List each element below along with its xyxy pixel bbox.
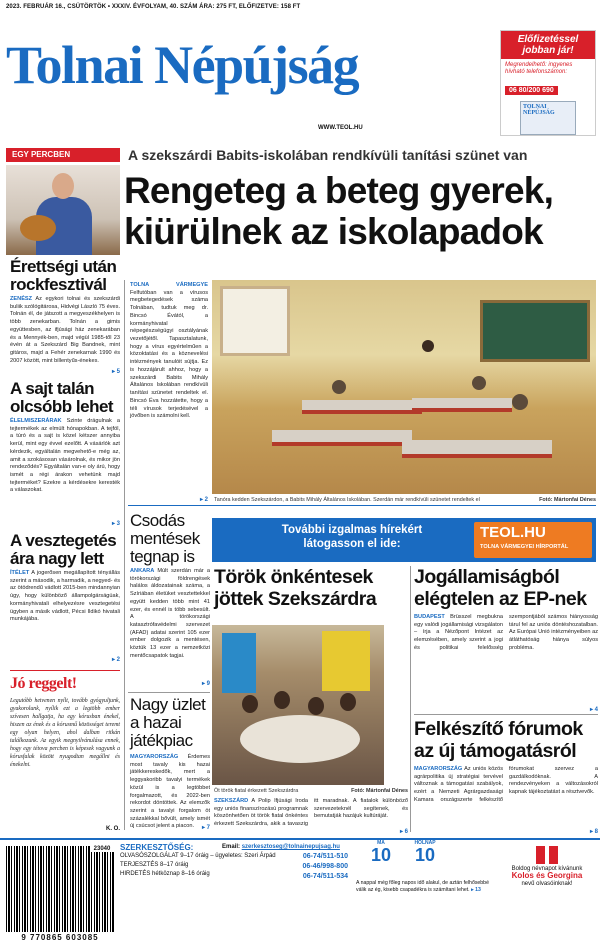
promo-phone: 06 80/200 690 [505,86,558,95]
classroom-credit: Fotó: Mártonfai Dénes [539,497,596,503]
ep-page-ref[interactable]: ▸ 4 [589,707,598,713]
classroom-caption: Tanóra kedden Szekszárdon, a Babits Mihály Általános Iskolában. Szerdán már rendkívüli szünetet rendeltek el [214,497,480,503]
nameday-sub: nevű olvasóinknak! [521,880,573,887]
turkish-headline[interactable]: Török önkéntesek jöttek Szekszárdra [214,566,377,611]
guitarist-photo [6,165,120,255]
fire-headline[interactable]: Csodás mentések tegnap is [130,511,200,566]
website-url[interactable]: WWW.TEOL.HU [318,125,363,131]
nameday-label: Boldog névnapot kívánunk [511,866,583,872]
weather-tomorrow-label: HOLNAP [414,840,436,846]
dateline: 2023. FEBRUÁR 16., CSÜTÖRTÖK • XXXIV. ÉVFOLYAM, 40. SZÁM ÁRA: 275 FT, ELŐFIZETVE: 158 FT [6,4,301,10]
weather-today-temp: 10 [370,845,392,865]
sidebar-headline-1[interactable]: Érettségi után rockfesztivál [10,257,117,294]
barcode-number: 9 770865 603085 [6,933,114,942]
volunteers-credit: Fotó: Mártonfai Dénes [351,788,408,794]
teol-logo[interactable]: TEOL.HU TOLNA VÁRMEGYEI HÍRPORTÁL [474,522,592,558]
sidebar-body-2: ÉLELMISZERÁRAK Szinte drágulnak a tejtermékek az elmúlt hónapokban. A tejföl, a túró és a sajt is közel kétszer annyiba kerül, mint egy évvel ezelőtt. A vásárlók azt kérdezik, egyáltalán megvehető-e még az, amit a szokásosan vásárolnak, és mikor jön rendeződés? Egyáltalán van-e oly árú, hogy ismét a régi árakon vehetünk majd tejterméket? Ezekre a kérdésekre keresték a válaszokat. [10,418,120,494]
weather-today-label: MA [377,840,385,846]
sidebar-page-2[interactable]: ▸ 3 [111,521,120,527]
ep-headline[interactable]: Jogállamiságból elégtelen az EP-nek [414,566,587,611]
turkish-page-ref[interactable]: ▸ 6 [399,829,408,835]
contact-row: TERJESZTÉS 8–17 óráig [120,862,189,868]
main-kicker: A szekszárdi Babits-iskolában rendkívüli tanítási szünet van [128,147,528,163]
editorial-signature: K. O. [105,826,120,832]
weather-tomorrow-temp: 10 [414,845,436,865]
promo-title: Előfizetéssel jobban jár! [501,31,595,59]
fire-page-ref[interactable]: ▸ 9 [201,681,210,687]
sidebar-body-1: ZENÉSZ Az egykori tolnai és szekszárdi buliik szólógitárosa, Hidvégi László 75 éves. Tolnán él, de játszott a megyeszékhelyen is több zenekarban. Tolnán a gimis együttesben, az ifjúsági ház zenekarában és a Mennyék-ben, majd végül 1985-től 23 évén át a Szekszárd Big Bandnek, mint gitáros, majd a Fehér zenekarnak 1990 és 2007 között, mint billentyűs-énekes. [10,296,121,364]
sidebar-tag: EGY PERCBEN [6,148,120,162]
issue-number: 23040 [90,846,114,852]
fire-body: ANKARA Múlt szerdán már a törökországi földrengések halálos áldozatainak száma, a Szíriában életüket vesztettekkel együtt kedden több mint 41 ezer, és ennél is több sebesült. A törökországi katasztrófavédelmi szervezet (AFAD) adatai szerint 105 ezer ember dolgozik a mentésen, köztük 13 ezer a nemzetközi mentőcsapatok tagjai. [130,568,210,659]
sidebar-page-1[interactable]: ▸ 5 [111,369,120,375]
classroom-photo [212,280,596,494]
main-page-ref[interactable]: ▸ 2 [199,497,208,503]
nameday-names: Kolos és Georgina [511,871,583,880]
teol-banner[interactable] [212,518,596,562]
email-line[interactable]: Email: szerkesztoseg@tolnainepujsag.hu [222,844,340,850]
volunteers-photo [212,625,384,785]
newspaper-icon: TOLNAI NÉPÚJSÁG [520,101,576,135]
forum-headline[interactable]: Felkészítő fórumok az új támogatásról [414,718,583,763]
business-page-ref[interactable]: ▸ 7 [201,825,210,831]
contact-row: HIRDETÉS hétköznap 8–16 óráig [120,871,210,877]
gift-icon [536,846,558,864]
sidebar-body-3: ÍTÉLET A jogerősen megállapított tényállás szerint a második, a harmadik, a negyed- és az ötödrendű vádlott 2015-ben mindannyian úgy, hogy különböző állampolgárságúak, kormányhivatali elhelyezésre vesztegetési ügyben a másik vádlott, Pécsi Ildikó hivatali munkájába. [10,570,120,623]
sidebar-headline-3[interactable]: A vesztegetés ára nagy lett [10,531,117,568]
editorial-body: Legutóbb hetvenen nyílt, tovább gyógyuljunk, gyakorolunk, nyílik ezt a legtöbb ember szívesen hallgatja, ha egy kórusban énekel, hiszen az ének és a kórusmű közösséget teremt egy olyan helyen, ahol dalban ritkán találkozunk. Az egyik megnyilvánulása ennek, hogy egy tétova percben is képesek vagyunk a kórusfalak között nyugodtan megállni és énekelni. [10,698,120,768]
barcode [6,846,114,932]
main-headline[interactable]: Rengeteg a beteg gyerek, kiürülnek az iskolapadok [124,170,554,253]
banner-text: További izgalmas hírekért látogasson el ide: [281,524,423,550]
sidebar-page-3[interactable]: ▸ 2 [111,657,120,663]
ep-body: BUDAPEST Brüsszel megbukna egy valódi jogállamisági vizsgálaton – írja a Nézőpont Intézet az elemzésében, amely szerint a jogi és politikai felelősség szempontjából számos hiányosság tárul fel az uniós döntéshozatalban. Az Európai Unió intézményeiben az átláthatóság hiánya súlyos probléma. [414,614,598,651]
sidebar-headline-2[interactable]: A sajt talán olcsóbb lehet [10,379,114,416]
phone-list[interactable]: 06-74/511-510 06-46/998-800 06-74/511-534 [302,853,348,880]
masthead-logo[interactable]: Tolnai Népújság [6,35,359,95]
subscription-promo[interactable] [500,30,596,136]
weather-box [356,840,458,880]
editorial-headline: Jó reggelt! [10,675,77,692]
volunteers-caption: Öt török fiatal érkezett Szekszárdra [214,788,299,794]
promo-phone-label: Megrendelhető: ingyenes hívható telefonszámon: [505,62,573,76]
weather-text: A nappal még főleg napos idő alakul, de aztán felhősebbé válik az ég, kisebb csapadékra is számítani lehet. ▸ 13 [356,880,489,893]
business-headline[interactable]: Nagy üzlet a hazai játékpiac [130,695,206,750]
forum-body: MAGYARORSZÁG Az uniós közös agrárpolitika új stratégiai tervével változnak a támogatási szabályok, ezért a Nemzeti Agrárgazdasági Kamara országszerte felkészítő fórumokat szervez a gazdálkodóknak. A rendezvényeken a változásokról kapnak tájékoztatást a résztvevők. [414,766,598,803]
contact-title: SZERKESZTŐSÉG: [120,843,194,852]
contact-row: OLVASÓSZOLGÁLAT 9–17 óráig – ügyeletes: Szeri Árpád [120,853,276,859]
forum-page-ref[interactable]: ▸ 8 [589,829,598,835]
turkish-body: SZEKSZÁRD A Polip Ifjúsági Iroda egy uniós finanszírozású programnak köszönhetően öt török fiatal önkéntes érkezett Szekszárdra, akik a tavaszig itt maradnak. A fiatalok különböző szervezeteknél segítenek, és bemutatják hazájuk kultúráját. [214,798,408,828]
business-body: MAGYARORSZÁG Érdemes most tavaly kis hazai játékkereskedők, mert a leggyakoribb tavalyi termékek közül is a legtöbbet forgalmazott, és 2022-ben rekordot döntöttek. Az elemzők szerint a tavalyi forgalom öt százalékkal bővült, amely ismét új csúcsot jelent a piacon. [130,754,210,830]
main-body: TOLNA VÁRMEGYE Felfutóban van a vírusos megbetegedések száma Tolnában, tudtuk meg dr. Bincsó Évától, a kormányhivatal népegészségügyi osztályának vezetőjétől. Tapasztalatunk, hogy a vírus egyértelműen a közoktatási és a köznevelési intézmények tanulóit sújtja. Ez is hozzájárult ahhoz, hogy a szekszárdi Babits Mihály Általános Iskolában rendkívüli tanítási szünetet rendeltek el. Bincsó Éva hozzátette, hogy a téli vírusok terjedésével a jövőben is számolni kell. [130,282,208,420]
nameday-box [498,840,596,944]
